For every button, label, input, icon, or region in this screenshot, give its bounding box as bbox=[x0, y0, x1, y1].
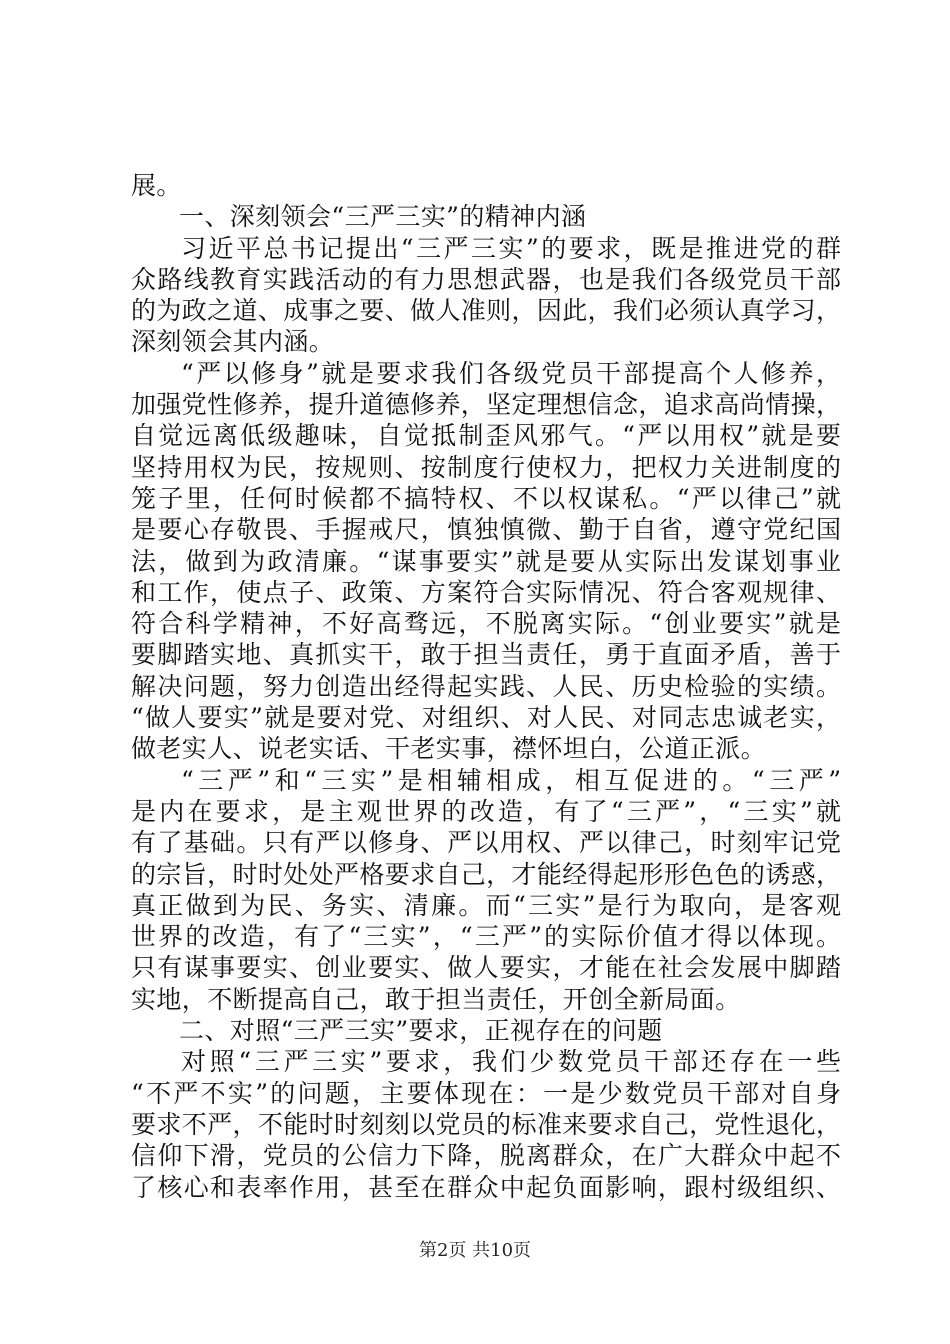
text-line: “不严不实”的问题，主要体现在：一是少数党员干部对自身 bbox=[131, 1078, 841, 1108]
text-line: 众路线教育实践活动的有力思想武器，也是我们各级党员干部 bbox=[131, 264, 841, 294]
text-line: 了核心和表率作用，甚至在群众中起负面影响，跟村级组织、 bbox=[131, 1172, 841, 1202]
section-heading: 一、深刻领会“三严三实”的精神内涵 bbox=[179, 202, 587, 232]
text-line: 做老实人、说老实话、干老实事，襟怀坦白，公道正派。 bbox=[131, 734, 767, 764]
text-line: 坚持用权为民，按规则、按制度行使权力，把权力关进制度的 bbox=[131, 452, 841, 482]
text-line: 习近平总书记提出“三严三实”的要求，既是推进党的群 bbox=[181, 233, 841, 263]
text-line: 自觉远离低级趣味，自觉抵制歪风邪气。“严以用权”就是要 bbox=[131, 421, 841, 451]
text-line: “三严”和“三实”是相辅相成，相互促进的。“三严” bbox=[181, 765, 841, 795]
text-line: 的宗旨，时时处处严格要求自己，才能经得起形形色色的诱惑， bbox=[131, 859, 841, 889]
text-line: 深刻领会其内涵。 bbox=[131, 327, 335, 357]
page-number: 第2页 共10页 bbox=[418, 1240, 532, 1261]
text-line: 和工作，使点子、政策、方案符合实际情况、符合客观规律、 bbox=[131, 577, 841, 607]
text-line: 实地，不断提高自己，敢于担当责任，开创全新局面。 bbox=[131, 984, 741, 1014]
text-line: 要求不严，不能时时刻刻以党员的标准来要求自己，党性退化， bbox=[131, 1109, 841, 1139]
text-line: “严以修身”就是要求我们各级党员干部提高个人修养， bbox=[181, 358, 841, 388]
text-line: 对照“三严三实”要求，我们少数党员干部还存在一些 bbox=[181, 1047, 841, 1077]
text-line: 是内在要求，是主观世界的改造，有了“三严”，“三实”就 bbox=[131, 796, 841, 826]
text-line: 笼子里，任何时候都不搞特权、不以权谋私。“严以律己”就 bbox=[131, 483, 841, 513]
text-line: 只有谋事要实、创业要实、做人要实，才能在社会发展中脚踏 bbox=[131, 953, 841, 983]
text-line: 法，做到为政清廉。“谋事要实”就是要从实际出发谋划事业 bbox=[131, 546, 841, 576]
text-line: 信仰下滑，党员的公信力下降，脱离群众，在广大群众中起不 bbox=[131, 1141, 841, 1171]
text-line: 有了基础。只有严以修身、严以用权、严以律己，时刻牢记党 bbox=[131, 828, 841, 858]
text-line: “做人要实”就是要对党、对组织、对人民、对同志忠诚老实， bbox=[131, 703, 841, 733]
section-heading: 二、对照“三严三实”要求，正视存在的问题 bbox=[179, 1016, 663, 1046]
text-line: 加强党性修养，提升道德修养，坚定理想信念，追求高尚情操， bbox=[131, 390, 841, 420]
document-body bbox=[131, 170, 841, 1203]
text-line: 展。 bbox=[131, 171, 182, 200]
text-line: 解决问题，努力创造出经得起实践、人民、历史检验的实绩。 bbox=[131, 671, 841, 701]
text-line: 的为政之道、成事之要、做人准则，因此，我们必须认真学习， bbox=[131, 296, 841, 326]
text-line: 要脚踏实地、真抓实干，敢于担当责任，勇于直面矛盾，善于 bbox=[131, 640, 841, 670]
text-line: 符合科学精神，不好高骛远，不脱离实际。“创业要实”就是 bbox=[131, 609, 841, 639]
text-line: 是要心存敬畏、手握戒尺，慎独慎微、勤于自省，遵守党纪国 bbox=[131, 515, 841, 545]
text-line: 真正做到为民、务实、清廉。而“三实”是行为取向，是客观 bbox=[131, 890, 841, 920]
text-line: 世界的改造，有了“三实”，“三严”的实际价值才得以体现。 bbox=[131, 922, 841, 952]
